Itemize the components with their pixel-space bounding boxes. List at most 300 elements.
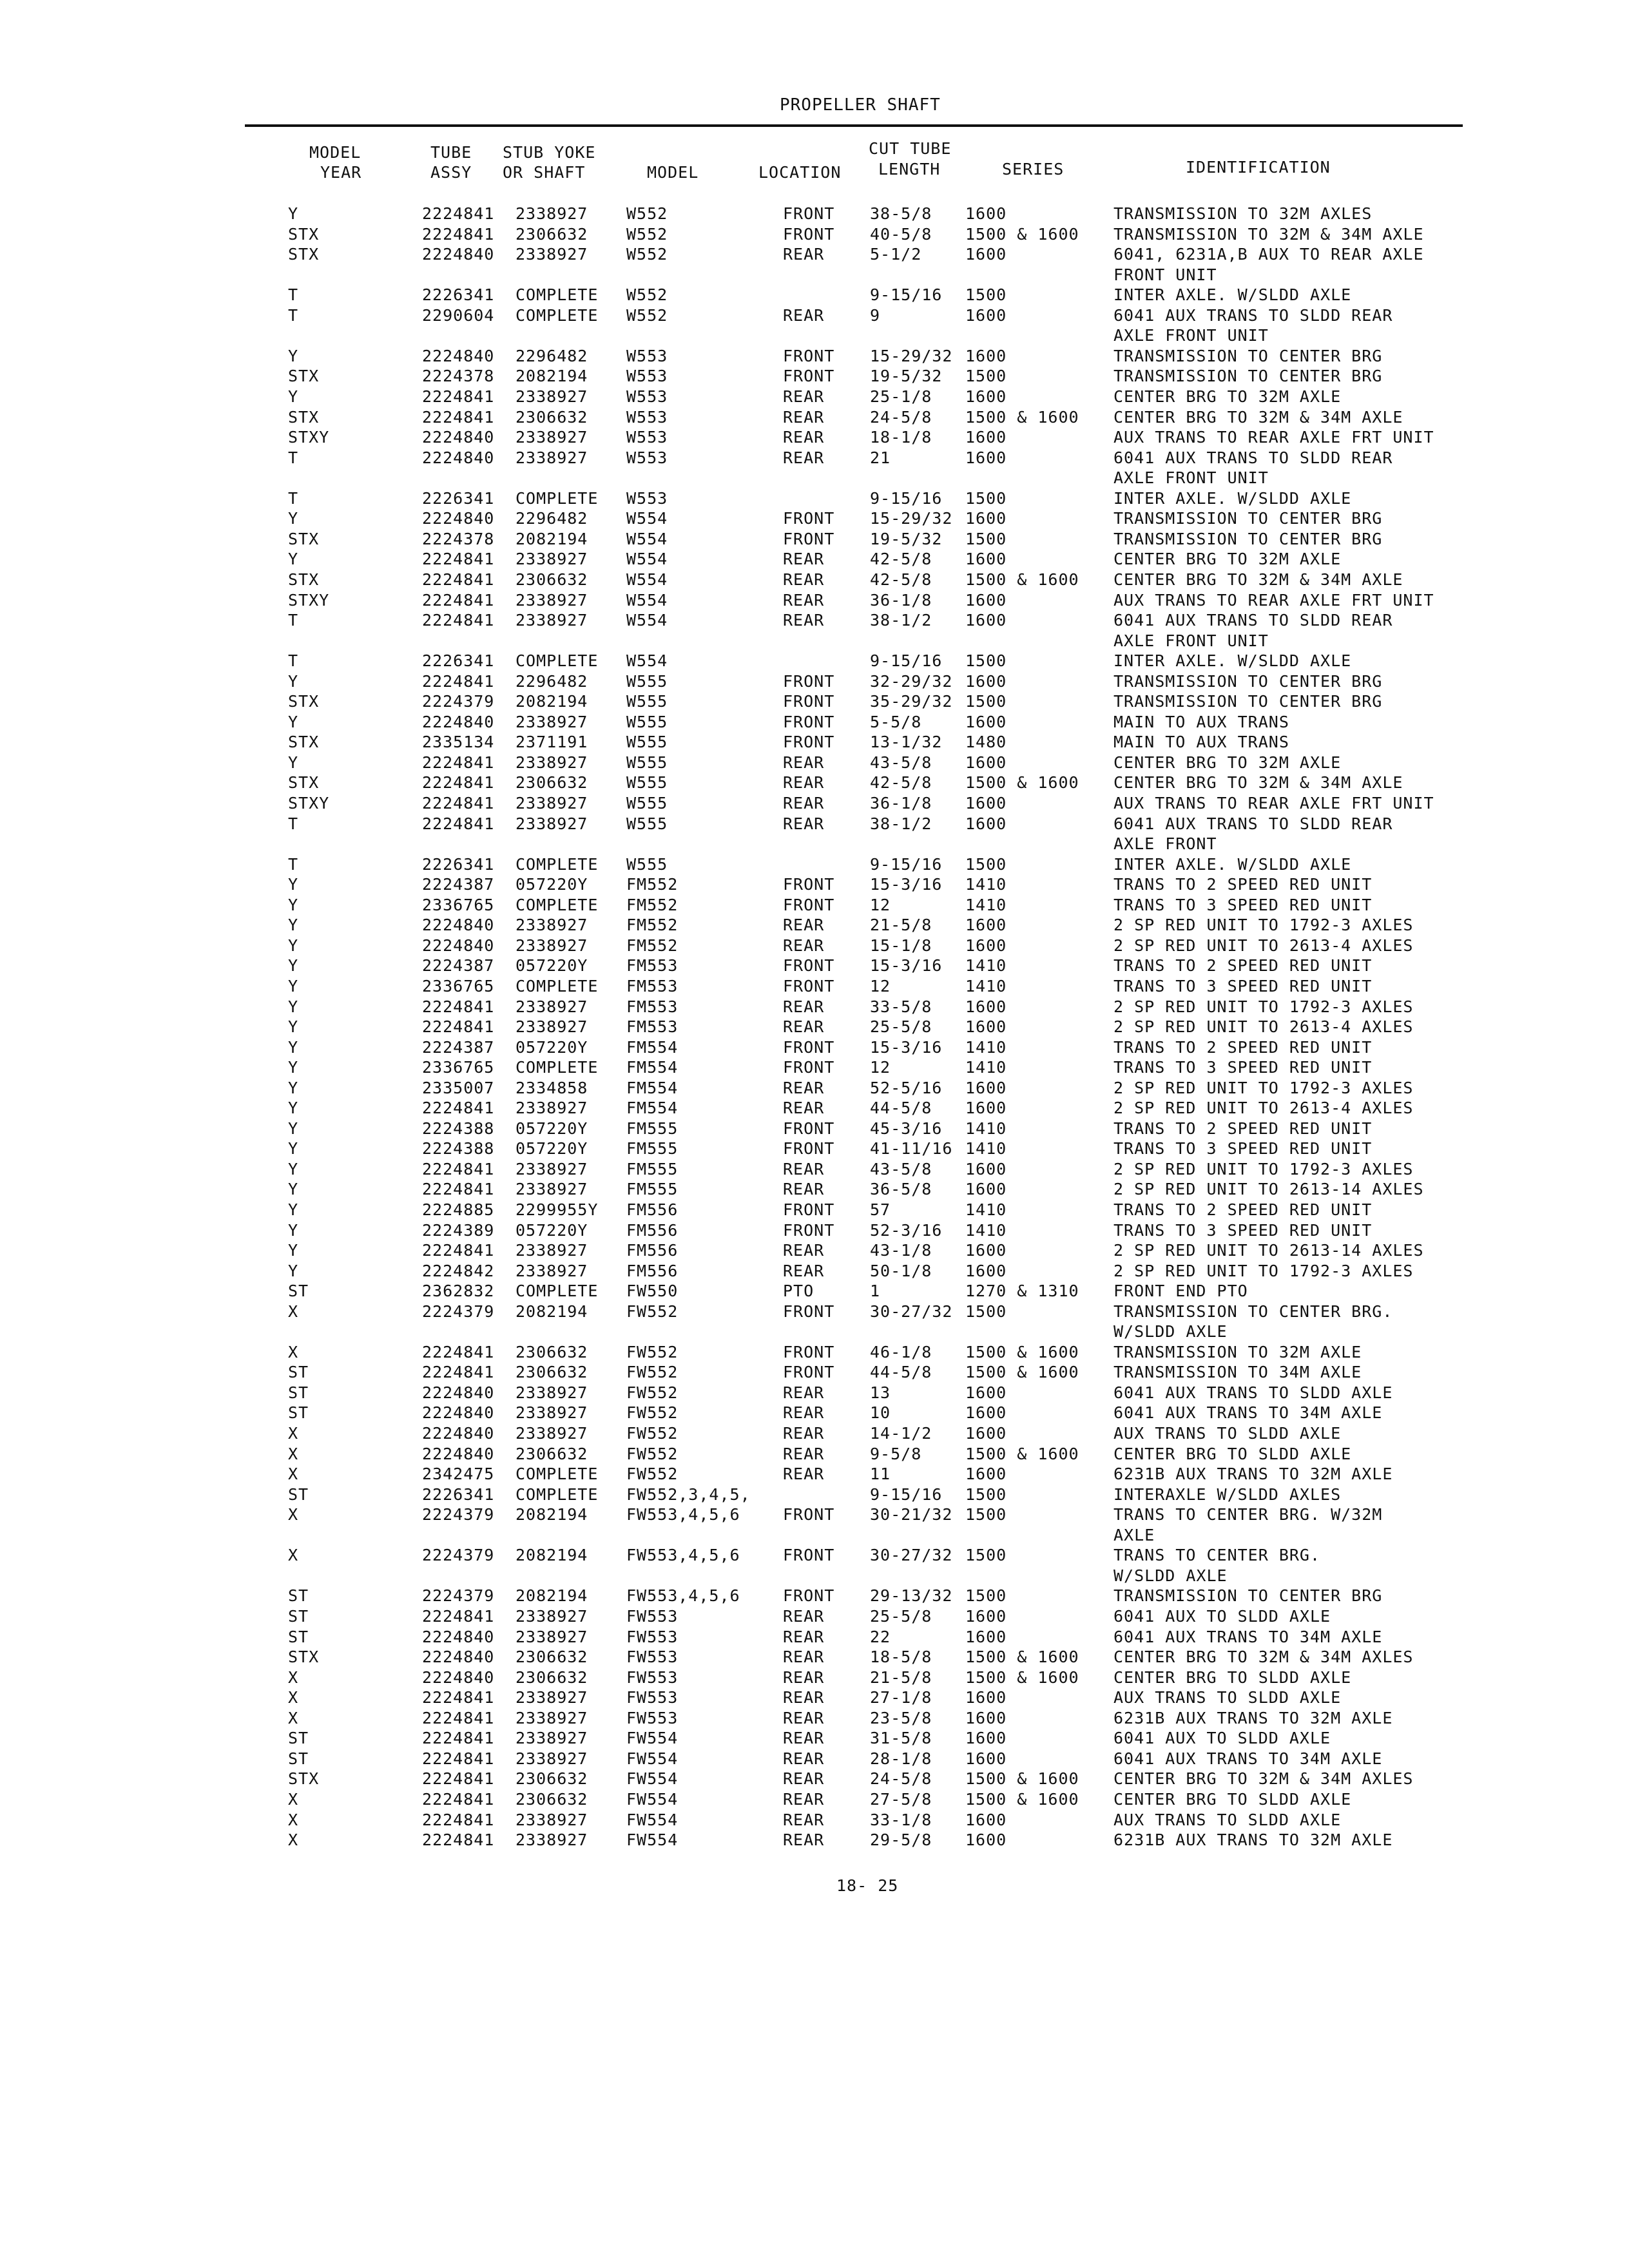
location-cell: FRONT	[783, 875, 835, 894]
cut-length-cell: 30-27/32	[870, 1546, 953, 1565]
identification-cell: 6041 AUX TRANS TO 34M AXLE	[1113, 1403, 1383, 1423]
cut-length-cell: 25-5/8	[870, 1607, 932, 1626]
tube-assy-cell: 2224841	[422, 387, 495, 406]
table-row	[0, 591, 1629, 611]
cut-length-cell: 23-5/8	[870, 1708, 932, 1727]
model-cell: W554	[626, 651, 668, 671]
model-year-cell: X	[288, 1831, 299, 1849]
stub-yoke-cell: 057220Y	[516, 1220, 588, 1240]
location-cell: PTO	[783, 1282, 815, 1301]
location-cell: FRONT	[783, 1586, 835, 1606]
cut-length-cell: 25-5/8	[870, 1017, 932, 1036]
cut-length-cell: 15-3/16	[870, 956, 943, 975]
series-cell: 1600	[965, 1831, 1007, 1849]
model-cell: FM554	[626, 1078, 679, 1097]
model-year-cell: STX	[288, 367, 320, 386]
identification-cell: TRANSMISSION TO CENTER BRG	[1113, 529, 1383, 548]
stub-yoke-cell: 2338927	[516, 1383, 588, 1402]
model-year-cell: X	[288, 1546, 299, 1565]
model-cell: FW554	[626, 1789, 679, 1809]
series-cell: 1600	[965, 204, 1007, 223]
tube-assy-cell: 2224841	[422, 814, 495, 833]
tube-assy-cell: 2224379	[422, 1546, 495, 1565]
tube-assy-cell: 2224840	[422, 346, 495, 365]
cut-length-cell: 52-3/16	[870, 1220, 943, 1240]
cut-length-cell: 43-1/8	[870, 1241, 932, 1260]
model-year-cell: T	[288, 814, 299, 833]
series-cell: 1500 & 1600	[965, 1789, 1079, 1809]
identification-cell: 2 SP RED UNIT TO 2613-4 AXLES	[1113, 1099, 1414, 1118]
model-year-cell: T	[288, 448, 299, 467]
model-year-cell: Y	[288, 753, 299, 772]
stub-yoke-cell: 057220Y	[516, 1139, 588, 1158]
series-cell: 1500 & 1600	[965, 1667, 1079, 1687]
series-cell: 1600	[965, 794, 1007, 812]
model-year-cell: T	[288, 285, 299, 305]
model-year-cell: STX	[288, 245, 320, 264]
model-year-cell: Y	[288, 1058, 299, 1077]
header-model: MODEL	[647, 163, 699, 182]
stub-yoke-cell: COMPLETE	[516, 488, 599, 508]
model-year-cell: STX	[288, 773, 320, 793]
table-row	[0, 530, 1629, 550]
table-row	[0, 713, 1629, 733]
table-row	[0, 834, 1629, 854]
header-stub-yoke-2: OR SHAFT	[503, 163, 586, 182]
identification-cell: 2 SP RED UNIT TO 1792-3 AXLES	[1113, 997, 1414, 1016]
cut-length-cell: 40-5/8	[870, 224, 932, 244]
table-row	[0, 245, 1629, 265]
location-cell: FRONT	[783, 1058, 835, 1077]
series-cell: 1410	[965, 1200, 1007, 1219]
model-year-cell: X	[288, 1465, 299, 1484]
stub-yoke-cell: COMPLETE	[516, 651, 599, 671]
table-row	[0, 448, 1629, 468]
cut-length-cell: 44-5/8	[870, 1099, 932, 1118]
cut-length-cell: 57	[870, 1200, 891, 1219]
cut-length-cell: 36-5/8	[870, 1180, 932, 1199]
table-row	[0, 997, 1629, 1017]
table-row	[0, 1322, 1629, 1342]
model-cell: W553	[626, 448, 668, 467]
cut-length-cell: 19-5/32	[870, 367, 943, 386]
location-cell: REAR	[783, 916, 825, 935]
identification-cell: 6041 AUX TO SLDD AXLE	[1113, 1729, 1331, 1748]
model-year-cell: ST	[288, 1586, 309, 1606]
model-year-cell: Y	[288, 895, 299, 914]
location-cell: FRONT	[783, 204, 835, 223]
location-cell: REAR	[783, 753, 825, 772]
stub-yoke-cell: 2338927	[516, 1688, 588, 1707]
stub-yoke-cell: 2338927	[516, 1241, 588, 1260]
table-row	[0, 306, 1629, 326]
model-year-cell: Y	[288, 1139, 299, 1158]
cut-length-cell: 12	[870, 895, 891, 914]
series-cell: 1500 & 1600	[965, 773, 1079, 793]
model-cell: FW552	[626, 1302, 679, 1321]
tube-assy-cell: 2224841	[422, 1342, 495, 1361]
model-year-cell: Y	[288, 346, 299, 365]
table-row	[0, 1749, 1629, 1769]
cut-length-cell: 22	[870, 1627, 891, 1646]
cut-length-cell: 15-3/16	[870, 875, 943, 894]
model-year-cell: Y	[288, 916, 299, 935]
series-cell: 1500 & 1600	[965, 1342, 1079, 1361]
tube-assy-cell: 2224840	[422, 245, 495, 264]
model-cell: W552	[626, 305, 668, 325]
location-cell: REAR	[783, 1403, 825, 1423]
identification-cell: TRANSMISSION TO CENTER BRG	[1113, 509, 1383, 528]
series-cell: 1410	[965, 1058, 1007, 1077]
location-cell: FRONT	[783, 1363, 835, 1382]
model-year-cell: T	[288, 305, 299, 325]
cut-length-cell: 18-5/8	[870, 1648, 932, 1667]
table-row	[0, 1790, 1629, 1810]
model-year-cell: Y	[288, 1119, 299, 1138]
table-row	[0, 1160, 1629, 1180]
identification-cell: TRANS TO 3 SPEED RED UNIT	[1113, 1139, 1373, 1158]
location-cell: REAR	[783, 245, 825, 264]
identification-cell: TRANSMISSION TO CENTER BRG	[1113, 346, 1383, 365]
table-row	[0, 733, 1629, 753]
cut-length-cell: 29-13/32	[870, 1586, 953, 1606]
tube-assy-cell: 2224840	[422, 1667, 495, 1687]
identification-cell: TRANSMISSION TO CENTER BRG	[1113, 1586, 1383, 1606]
table-row	[0, 875, 1629, 895]
identification-cell: TRANSMISSION TO CENTER BRG.	[1113, 1302, 1393, 1321]
identification-cell: INTER AXLE. W/SLDD AXLE	[1113, 488, 1352, 508]
location-cell: FRONT	[783, 692, 835, 711]
model-cell: W554	[626, 611, 668, 629]
stub-yoke-cell: COMPLETE	[516, 1465, 599, 1484]
model-year-cell: Y	[288, 1037, 299, 1057]
model-cell: FW552	[626, 1403, 679, 1423]
cut-length-cell: 33-1/8	[870, 1810, 932, 1829]
model-cell: FM555	[626, 1139, 679, 1158]
series-cell: 1600	[965, 671, 1007, 691]
stub-yoke-cell: 2338927	[516, 1099, 588, 1118]
table-row	[0, 408, 1629, 428]
identification-cell: 6041 AUX TRANS TO SLDD REAR	[1113, 305, 1393, 325]
cut-length-cell: 18-1/8	[870, 428, 932, 447]
model-cell: FM556	[626, 1220, 679, 1240]
location-cell: REAR	[783, 1261, 825, 1280]
stub-yoke-cell: 2338927	[516, 550, 588, 569]
model-cell: FM552	[626, 936, 679, 955]
table-row	[0, 1038, 1629, 1058]
location-cell: REAR	[783, 1627, 825, 1646]
stub-yoke-cell: 2338927	[516, 1607, 588, 1626]
model-cell: FW553,4,5,6	[626, 1505, 740, 1524]
series-cell: 1500	[965, 1505, 1007, 1524]
stub-yoke-cell: 2306632	[516, 570, 588, 589]
tube-assy-cell: 2335134	[422, 733, 495, 752]
identification-cell: AUX TRANS TO SLDD AXLE	[1113, 1424, 1342, 1443]
table-row	[0, 1302, 1629, 1322]
series-cell: 1600	[965, 936, 1007, 955]
stub-yoke-cell: 2296482	[516, 509, 588, 528]
model-cell: W552	[626, 204, 668, 223]
tube-assy-cell: 2224841	[422, 671, 495, 691]
model-cell: FW552,3,4,5,	[626, 1485, 751, 1504]
series-cell: 1500	[965, 1586, 1007, 1606]
series-cell: 1500	[965, 367, 1007, 386]
table-row	[0, 753, 1629, 773]
series-cell: 1600	[965, 1261, 1007, 1280]
stub-yoke-cell: 2338927	[516, 1017, 588, 1036]
tube-assy-cell: 2224840	[422, 509, 495, 528]
series-cell: 1600	[965, 387, 1007, 406]
series-cell: 1600	[965, 428, 1007, 447]
cut-length-cell: 9-15/16	[870, 285, 943, 305]
table-row	[0, 347, 1629, 367]
table-row	[0, 265, 1629, 285]
table-row	[0, 814, 1629, 834]
header-tube-2: ASSY	[430, 163, 472, 182]
cut-length-cell: 15-1/8	[870, 936, 932, 955]
stub-yoke-cell: 2334858	[516, 1078, 588, 1097]
cut-length-cell: 36-1/8	[870, 794, 932, 812]
tube-assy-cell: 2224379	[422, 692, 495, 711]
model-year-cell: X	[288, 1688, 299, 1707]
table-row	[0, 1668, 1629, 1688]
stub-yoke-cell: 2306632	[516, 773, 588, 793]
series-cell: 1600	[965, 1241, 1007, 1260]
cut-length-cell: 33-5/8	[870, 997, 932, 1016]
identification-cell: 2 SP RED UNIT TO 2613-4 AXLES	[1113, 1017, 1414, 1036]
table-row	[0, 285, 1629, 305]
identification-cell: AXLE FRONT UNIT	[1113, 631, 1269, 650]
tube-assy-cell: 2224840	[422, 448, 495, 467]
model-cell: FM553	[626, 976, 679, 995]
location-cell: REAR	[783, 570, 825, 589]
model-cell: W552	[626, 285, 668, 305]
tube-assy-cell: 2224885	[422, 1200, 495, 1219]
series-cell: 1410	[965, 956, 1007, 975]
model-year-cell: ST	[288, 1607, 309, 1626]
tube-assy-cell: 2224840	[422, 1627, 495, 1646]
cut-length-cell: 13	[870, 1383, 891, 1402]
tube-assy-cell: 2224841	[422, 1810, 495, 1829]
table-row	[0, 794, 1629, 814]
location-cell: REAR	[783, 1159, 825, 1178]
model-cell: W554	[626, 529, 668, 548]
location-cell: FRONT	[783, 1220, 835, 1240]
model-year-cell: STX	[288, 407, 320, 427]
model-cell: FM555	[626, 1159, 679, 1178]
tube-assy-cell: 2224841	[422, 773, 495, 793]
series-cell: 1600	[965, 1099, 1007, 1118]
stub-yoke-cell: 2296482	[516, 671, 588, 691]
model-year-cell: STX	[288, 1648, 320, 1667]
cut-length-cell: 42-5/8	[870, 570, 932, 589]
model-cell: FM552	[626, 895, 679, 914]
identification-cell: AUX TRANS TO REAR AXLE FRT UNIT	[1113, 794, 1434, 812]
header-cut-tube-2: LENGTH	[878, 160, 941, 178]
model-year-cell: STXY	[288, 794, 330, 812]
table-row	[0, 1058, 1629, 1078]
stub-yoke-cell: COMPLETE	[516, 1282, 599, 1301]
model-cell: FW553	[626, 1688, 679, 1707]
model-cell: FM555	[626, 1119, 679, 1138]
location-cell: FRONT	[783, 346, 835, 365]
model-year-cell: X	[288, 1505, 299, 1524]
table-row	[0, 1709, 1629, 1729]
table-row	[0, 225, 1629, 245]
model-year-cell: Y	[288, 1017, 299, 1036]
model-cell: FM554	[626, 1037, 679, 1057]
series-cell: 1500	[965, 692, 1007, 711]
table-row	[0, 896, 1629, 916]
identification-cell: CENTER BRG TO 32M AXLE	[1113, 387, 1342, 406]
series-cell: 1600	[965, 1017, 1007, 1036]
series-cell: 1500	[965, 651, 1007, 671]
model-cell: FM554	[626, 1058, 679, 1077]
location-cell: FRONT	[783, 1302, 835, 1321]
tube-assy-cell: 2336765	[422, 976, 495, 995]
model-year-cell: ST	[288, 1403, 309, 1423]
model-year-cell: Y	[288, 712, 299, 731]
table-row	[0, 977, 1629, 997]
cut-length-cell: 9-15/16	[870, 854, 943, 874]
identification-cell: 6041 AUX TRANS TO SLDD AXLE	[1113, 1383, 1393, 1402]
model-cell: W555	[626, 854, 668, 874]
series-cell: 1600	[965, 1180, 1007, 1199]
identification-cell: CENTER BRG TO 32M & 34M AXLES	[1113, 1648, 1414, 1667]
identification-cell: CENTER BRG TO 32M AXLE	[1113, 550, 1342, 569]
model-cell: W553	[626, 387, 668, 406]
model-cell: FW554	[626, 1749, 679, 1768]
model-year-cell: Y	[288, 1078, 299, 1097]
series-cell: 1500 & 1600	[965, 1769, 1079, 1789]
model-cell: FW553	[626, 1708, 679, 1727]
model-year-cell: ST	[288, 1363, 309, 1382]
table-row	[0, 489, 1629, 509]
identification-cell: 6041 AUX TRANS TO 34M AXLE	[1113, 1627, 1383, 1646]
model-year-cell: Y	[288, 509, 299, 528]
model-cell: FW553,4,5,6	[626, 1546, 740, 1565]
tube-assy-cell: 2224840	[422, 1444, 495, 1463]
model-cell: W555	[626, 773, 668, 793]
identification-cell: 6041 AUX TO SLDD AXLE	[1113, 1607, 1331, 1626]
series-cell: 1600	[965, 916, 1007, 935]
location-cell: REAR	[783, 1688, 825, 1707]
stub-yoke-cell: 2338927	[516, 1261, 588, 1280]
location-cell: FRONT	[783, 1505, 835, 1524]
table-row	[0, 1221, 1629, 1241]
model-cell: FW552	[626, 1424, 679, 1443]
series-cell: 1410	[965, 895, 1007, 914]
model-year-cell: T	[288, 651, 299, 671]
tube-assy-cell: 2224841	[422, 1831, 495, 1849]
model-cell: W553	[626, 407, 668, 427]
cut-length-cell: 10	[870, 1403, 891, 1423]
cut-length-cell: 9	[870, 305, 881, 325]
identification-cell: CENTER BRG TO SLDD AXLE	[1113, 1667, 1352, 1687]
location-cell: FRONT	[783, 1037, 835, 1057]
cut-length-cell: 9-15/16	[870, 651, 943, 671]
cut-length-cell: 29-5/8	[870, 1831, 932, 1849]
tube-assy-cell: 2224840	[422, 712, 495, 731]
model-cell: W555	[626, 814, 668, 833]
cut-length-cell: 1	[870, 1282, 881, 1301]
location-cell: REAR	[783, 611, 825, 629]
model-cell: FW553	[626, 1648, 679, 1667]
model-year-cell: Y	[288, 875, 299, 894]
model-cell: FM553	[626, 997, 679, 1016]
series-cell: 1410	[965, 1139, 1007, 1158]
stub-yoke-cell: 2299955Y	[516, 1200, 599, 1219]
table-row	[0, 1465, 1629, 1485]
model-year-cell: STXY	[288, 428, 330, 447]
cut-length-cell: 24-5/8	[870, 1769, 932, 1789]
cut-length-cell: 32-29/32	[870, 671, 953, 691]
location-cell: REAR	[783, 550, 825, 569]
cut-length-cell: 43-5/8	[870, 753, 932, 772]
table-row	[0, 204, 1629, 224]
table-row	[0, 1180, 1629, 1200]
cut-length-cell: 9-15/16	[870, 488, 943, 508]
series-cell: 1500 & 1600	[965, 407, 1079, 427]
identification-cell: TRANS TO 2 SPEED RED UNIT	[1113, 875, 1373, 894]
cut-length-cell: 19-5/32	[870, 529, 943, 548]
identification-cell: TRANS TO 3 SPEED RED UNIT	[1113, 1058, 1373, 1077]
table-row	[0, 1648, 1629, 1667]
model-year-cell: STX	[288, 733, 320, 752]
series-cell: 1600	[965, 245, 1007, 264]
identification-cell: TRANSMISSION TO 34M AXLE	[1113, 1363, 1362, 1382]
model-cell: FM556	[626, 1261, 679, 1280]
table-row	[0, 387, 1629, 407]
identification-cell: TRANSMISSION TO 32M & 34M AXLE	[1113, 224, 1424, 244]
header-series: SERIES	[1002, 160, 1065, 178]
series-cell: 1500	[965, 1546, 1007, 1565]
model-cell: W553	[626, 346, 668, 365]
model-cell: FW553	[626, 1667, 679, 1687]
series-cell: 1600	[965, 1465, 1007, 1484]
model-year-cell: ST	[288, 1282, 309, 1301]
table-row	[0, 1119, 1629, 1139]
model-year-cell: ST	[288, 1729, 309, 1748]
model-year-cell: Y	[288, 997, 299, 1016]
cut-length-cell: 9-5/8	[870, 1444, 922, 1463]
identification-cell: CENTER BRG TO SLDD AXLE	[1113, 1789, 1352, 1809]
tube-assy-cell: 2224841	[422, 590, 495, 610]
location-cell: REAR	[783, 448, 825, 467]
table-row	[0, 1628, 1629, 1648]
table-row	[0, 1505, 1629, 1525]
tube-assy-cell: 2224841	[422, 997, 495, 1016]
model-year-cell: Y	[288, 1099, 299, 1118]
table-row	[0, 550, 1629, 570]
model-cell: FM552	[626, 875, 679, 894]
table-row	[0, 1200, 1629, 1220]
tube-assy-cell: 2224841	[422, 794, 495, 812]
table-row	[0, 1485, 1629, 1505]
series-cell: 1600	[965, 1688, 1007, 1707]
model-cell: FM552	[626, 916, 679, 935]
cut-length-cell: 11	[870, 1465, 891, 1484]
model-cell: FW552	[626, 1444, 679, 1463]
location-cell: FRONT	[783, 956, 835, 975]
header-cut-tube: CUT TUBE	[869, 139, 952, 158]
stub-yoke-cell: 057220Y	[516, 1037, 588, 1057]
stub-yoke-cell: COMPLETE	[516, 305, 599, 325]
location-cell: FRONT	[783, 1342, 835, 1361]
stub-yoke-cell: 2338927	[516, 1403, 588, 1423]
model-year-cell: Y	[288, 671, 299, 691]
identification-cell: AXLE FRONT UNIT	[1113, 468, 1269, 488]
